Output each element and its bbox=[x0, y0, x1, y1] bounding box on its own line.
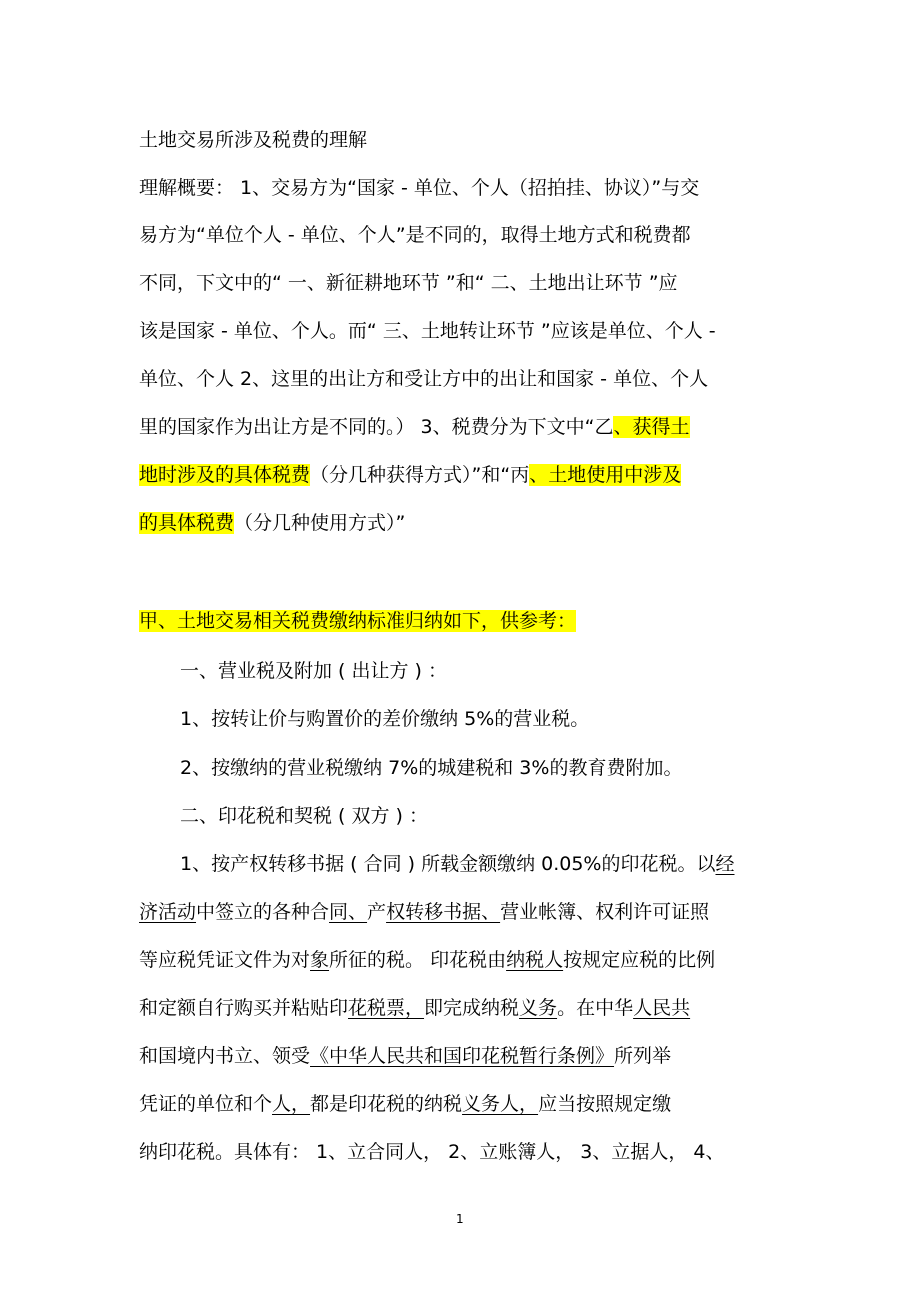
s2-l4-a: 和定额自行购买并粘贴印 bbox=[139, 997, 349, 1019]
s2-l2-c: 营业帐簿、权利许可证照 bbox=[500, 901, 710, 923]
s2-l1-u: 经 bbox=[715, 853, 735, 875]
section-2-para-line-1 bbox=[180, 851, 735, 877]
s2-l4-u2: 义务 bbox=[519, 997, 558, 1019]
s2-l6-a: 凭证的单位和个 bbox=[139, 1093, 273, 1115]
s2-l3-u: 象 bbox=[310, 949, 330, 971]
s2-l2-u: 济活动 bbox=[139, 901, 197, 923]
s2-l3-a: 等应税凭证文件为对 bbox=[139, 949, 311, 971]
section-2-heading: 二、印花税和契税 ( 双方 ) ： bbox=[180, 805, 428, 827]
s2-l5-a: 和国境内书立、领受 bbox=[139, 1045, 311, 1067]
section-2-para-line-3 bbox=[139, 947, 715, 973]
page-number: 1 bbox=[456, 1212, 464, 1226]
s2-l6-c: 应当按照规定缴 bbox=[538, 1093, 672, 1115]
section-1-item-2: 2、按缴纳的营业税缴纳 7%的城建税和 3%的教育费附加。 bbox=[180, 757, 683, 779]
summary-line-6-text: 里的国家作为出让方是不同的。） 3、税费分为下文中“乙 bbox=[139, 416, 614, 438]
section-2-para-line-7: 纳印花税。具体有： 1、立合同人， 2、立账簿人， 3、立据人， 4、 bbox=[139, 1141, 725, 1163]
section-2-para-line-6 bbox=[139, 1091, 671, 1117]
section-heading-jia-text: 甲、土地交易相关税费缴纳标准归纳如下，供参考： bbox=[139, 610, 577, 632]
s2-l5-b: 所列举 bbox=[614, 1045, 672, 1067]
section-1-item-1: 1、按转让价与购置价的差价缴纳 5%的营业税。 bbox=[180, 708, 590, 730]
section-2-para-line-2 bbox=[139, 899, 709, 925]
summary-line-3: 不同，下文中的“ 一、新征耕地环节 ”和“ 二、土地出让环节 ”应 bbox=[139, 272, 678, 294]
highlight-span-3: 、土地使用中涉及 bbox=[529, 464, 682, 486]
s2-l3-u2: 纳税人 bbox=[506, 949, 564, 971]
s2-l6-b: 都是印花税的纳税 bbox=[310, 1093, 463, 1115]
s2-l4-c: 。在中华 bbox=[557, 997, 634, 1019]
highlight-span-2: 地时涉及的具体税费 bbox=[139, 464, 311, 486]
section-heading-jia bbox=[139, 608, 576, 634]
highlight-span-4: 的具体税费 bbox=[139, 512, 235, 534]
s2-l3-b: 所征的税。 印花税由 bbox=[329, 949, 507, 971]
s2-l3-c: 按规定应税的比例 bbox=[563, 949, 716, 971]
highlight-span-1: 、获得土 bbox=[613, 416, 690, 438]
s2-l2-b: 产 bbox=[367, 901, 387, 923]
s2-l5-u: 《中华人民共和国印花税暂行条例》 bbox=[310, 1045, 615, 1067]
section-2-para-line-5 bbox=[139, 1043, 671, 1069]
s2-l4-b: 即完成纳税 bbox=[424, 997, 520, 1019]
document-title: 土地交易所涉及税费的理解 bbox=[139, 129, 368, 151]
s2-l2-a: 中签立的各种合 bbox=[196, 901, 330, 923]
section-1-heading: 一、营业税及附加 ( 出让方 ) ： bbox=[180, 660, 447, 682]
summary-line-7 bbox=[139, 462, 681, 488]
summary-line-6 bbox=[139, 414, 690, 440]
summary-line-8-text: （分几种使用方式）” bbox=[234, 512, 406, 534]
section-2-para-line-4 bbox=[139, 995, 690, 1021]
summary-line-1: 理解概要： 1、交易方为“国家 - 单位、个人（招拍挂、协议）”与交 bbox=[139, 177, 700, 199]
summary-line-7-text: （分几种获得方式）”和“丙 bbox=[310, 464, 530, 486]
summary-line-8 bbox=[139, 510, 405, 536]
s2-l6-u2: 义务人， bbox=[462, 1093, 539, 1115]
summary-line-5: 单位、个人 2、这里的出让方和受让方中的出让和国家 - 单位、个人 bbox=[139, 368, 709, 390]
s2-l1-a: 1、按产权转移书据 ( 合同 ) 所载金额缴纳 0.05%的印花税。以 bbox=[180, 853, 716, 875]
summary-line-2: 易方为“单位个人 - 单位、个人”是不同的，取得土地方式和税费都 bbox=[139, 224, 691, 246]
s2-l2-u3: 权转移书据、 bbox=[386, 901, 501, 923]
s2-l2-u2: 同、 bbox=[329, 901, 368, 923]
summary-line-4: 该是国家 - 单位、个人。而“ 三、土地转让环节 ”应该是单位、个人 - bbox=[139, 320, 716, 342]
s2-l4-u: 花税票， bbox=[348, 997, 425, 1019]
s2-l4-u3: 人民共 bbox=[633, 997, 691, 1019]
s2-l6-u: 人， bbox=[272, 1093, 311, 1115]
